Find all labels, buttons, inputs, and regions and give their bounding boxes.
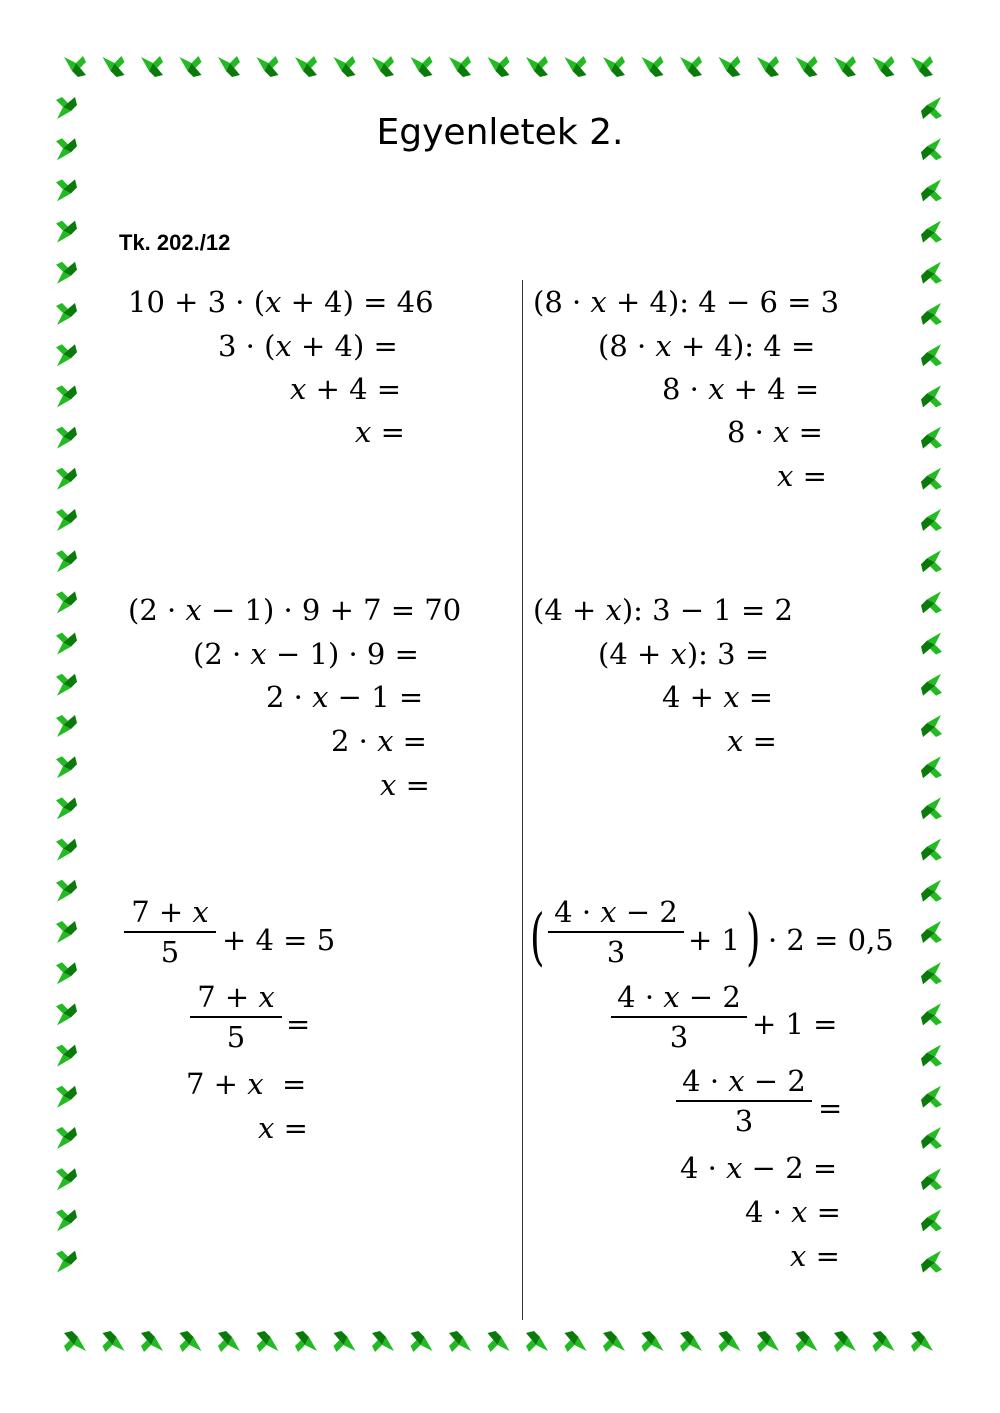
ornament-icon: [921, 385, 942, 407]
fraction-numerator: 4 · x − 2: [682, 1064, 806, 1098]
fraction-denominator: 3: [734, 1104, 754, 1138]
ornament-icon: [921, 797, 942, 819]
ornament-icon: [911, 1331, 933, 1352]
ornament-icon: [56, 591, 77, 613]
eq6-close-paren: ): [746, 900, 761, 973]
fraction-numerator: 4 · x − 2: [617, 980, 741, 1014]
eq2-line-1: (8 · x + 4): 4 − 6 = 3: [533, 285, 840, 319]
ornament-icon: [921, 839, 942, 861]
fraction-bar: [611, 1016, 747, 1018]
ornament-icon: [56, 179, 77, 201]
eq3-line-2: (2 · x − 1) · 9 =: [193, 637, 419, 671]
eq2-line-3: 8 · x + 4 =: [662, 372, 820, 406]
ornament-icon: [921, 674, 942, 696]
ornament-icon: [757, 1331, 779, 1352]
ornament-icon: [56, 385, 77, 407]
fraction-bar: [676, 1100, 812, 1102]
fraction-denominator: 5: [226, 1020, 246, 1054]
ornament-icon: [719, 56, 741, 77]
eq6-line-3-rest: =: [818, 1091, 843, 1125]
eq4-line-4: x =: [727, 724, 777, 758]
ornament-icon: [921, 344, 942, 366]
ornament-icon: [56, 303, 77, 325]
eq1-line-4: x =: [355, 415, 405, 449]
fraction-bar: [548, 931, 684, 933]
ornament-icon: [449, 1331, 471, 1352]
ornament-icon: [56, 344, 77, 366]
ornament-icon: [719, 1331, 741, 1352]
ornament-icon: [56, 221, 77, 243]
ornament-icon: [141, 1331, 163, 1352]
eq2-line-5: x =: [777, 459, 827, 493]
eq4-line-1: (4 + x): 3 − 1 = 2: [533, 593, 793, 627]
eq4-line-2: (4 + x): 3 =: [598, 637, 770, 671]
fraction-numerator: 7 + x: [197, 980, 275, 1014]
ornament-icon: [64, 1331, 86, 1352]
ornament-icon: [56, 674, 77, 696]
ornament-icon: [921, 1003, 942, 1025]
fraction-bar: [190, 1016, 282, 1018]
eq6-line-1-tail: · 2 = 0,5: [768, 923, 894, 957]
fraction-numerator: 7 + x: [131, 895, 209, 929]
ornament-icon: [141, 56, 163, 77]
ornament-icon: [372, 1331, 394, 1352]
ornament-icon: [921, 262, 942, 284]
ornament-icon: [257, 1331, 279, 1352]
ornament-icon: [680, 56, 702, 77]
fraction-denominator: 3: [606, 935, 626, 969]
eq2-line-4: 8 · x =: [727, 415, 823, 449]
ornament-icon: [56, 1127, 77, 1149]
eq5-line-4: x =: [258, 1111, 308, 1145]
ornament-icon: [56, 633, 77, 655]
ornament-icon: [103, 56, 125, 77]
ornament-icon: [56, 550, 77, 572]
ornament-icon: [334, 56, 356, 77]
ornament-icon: [796, 1331, 818, 1352]
textbook-reference: Tk. 202./12: [119, 230, 231, 255]
eq6-fraction-2: [611, 980, 747, 1054]
eq2-line-2: (8 · x + 4): 4 =: [598, 329, 816, 363]
ornament-icon: [921, 1127, 942, 1149]
ornament-icon: [921, 427, 942, 449]
ornament-icon: [911, 56, 933, 77]
ornament-icon: [834, 56, 856, 77]
ornament-icon: [56, 1209, 77, 1231]
ornament-icon: [921, 1168, 942, 1190]
ornament-icon: [56, 921, 77, 943]
ornament-icon: [180, 1331, 202, 1352]
ornament-icon: [56, 797, 77, 819]
ornament-icon: [921, 1086, 942, 1108]
eq6-fraction-3: [676, 1064, 812, 1138]
ornament-icon: [488, 1331, 510, 1352]
eq6-fraction-1: [548, 895, 684, 969]
eq6-line-2-rest: + 1 =: [752, 1007, 838, 1041]
eq5-fraction-2: [190, 980, 282, 1054]
ornament-icon: [56, 262, 77, 284]
eq6-line-5: 4 · x =: [745, 1195, 841, 1229]
eq6-line-4: 4 · x − 2 =: [680, 1151, 838, 1185]
ornament-icon: [56, 509, 77, 531]
ornament-icon: [218, 56, 240, 77]
ornament-icon: [295, 56, 317, 77]
page-title: Egyenletek 2.: [376, 112, 624, 153]
ornament-icon: [56, 468, 77, 490]
fraction-bar: [124, 931, 216, 933]
ornament-icon: [565, 56, 587, 77]
ornament-icon: [103, 1331, 125, 1352]
ornament-icon: [56, 715, 77, 737]
eq3-line-1: (2 · x − 1) · 9 + 7 = 70: [128, 593, 462, 627]
ornament-icon: [921, 1209, 942, 1231]
ornament-icon: [411, 1331, 433, 1352]
fraction-denominator: 5: [160, 935, 180, 969]
ornament-icon: [180, 56, 202, 77]
ornament-icon: [873, 56, 895, 77]
ornament-icon: [680, 1331, 702, 1352]
ornament-icon: [64, 56, 86, 77]
ornament-icon: [257, 56, 279, 77]
eq4-line-3: 4 + x =: [662, 680, 774, 714]
eq5-fraction-1: [124, 895, 216, 969]
ornament-icon: [796, 56, 818, 77]
ornament-icon: [921, 880, 942, 902]
eq5-line-1-rest: + 4 = 5: [222, 923, 336, 957]
ornament-icon: [56, 1045, 77, 1067]
fraction-numerator: 4 · x − 2: [554, 895, 678, 929]
ornament-icon: [921, 509, 942, 531]
ornament-icon: [56, 427, 77, 449]
eq5-line-2-rest: =: [286, 1007, 311, 1041]
ornament-icon: [56, 1086, 77, 1108]
ornament-icon: [56, 962, 77, 984]
column-divider: [522, 280, 523, 1320]
ornament-icon: [449, 56, 471, 77]
eq3-line-5: x =: [380, 768, 430, 802]
eq6-open-paren: (: [530, 900, 545, 973]
ornament-icon: [921, 550, 942, 572]
ornament-icon: [372, 56, 394, 77]
ornament-icon: [921, 1045, 942, 1067]
ornament-icon: [921, 591, 942, 613]
ornament-icon: [295, 1331, 317, 1352]
ornament-icon: [56, 1251, 77, 1273]
eq1-line-2: 3 · (x + 4) =: [218, 329, 398, 363]
ornament-icon: [834, 1331, 856, 1352]
ornament-icon: [642, 1331, 664, 1352]
ornament-icon: [757, 56, 779, 77]
ornament-icon: [603, 1331, 625, 1352]
ornament-icon: [921, 962, 942, 984]
ornament-icon: [56, 1003, 77, 1025]
ornament-icon: [921, 715, 942, 737]
fraction-denominator: 3: [669, 1020, 689, 1054]
ornament-icon: [921, 303, 942, 325]
ornament-icon: [921, 633, 942, 655]
ornament-icon: [921, 468, 942, 490]
ornament-icon: [921, 179, 942, 201]
ornament-icon: [56, 839, 77, 861]
ornament-icon: [334, 1331, 356, 1352]
ornament-icon: [218, 1331, 240, 1352]
eq5-line-3: 7 + x =: [186, 1067, 307, 1101]
ornament-icon: [603, 56, 625, 77]
eq6-line-6: x =: [790, 1239, 840, 1273]
ornament-icon: [488, 56, 510, 77]
ornament-icon: [526, 1331, 548, 1352]
ornament-icon: [411, 56, 433, 77]
ornament-icon: [526, 56, 548, 77]
eq3-line-3: 2 · x − 1 =: [266, 680, 424, 714]
ornament-icon: [642, 56, 664, 77]
eq3-line-4: 2 · x =: [331, 724, 427, 758]
eq1-line-1: 10 + 3 · (x + 4) = 46: [128, 285, 434, 319]
ornament-icon: [921, 1251, 942, 1273]
eq6-line-1-plus: + 1: [688, 923, 740, 957]
ornament-icon: [921, 756, 942, 778]
ornament-icon: [565, 1331, 587, 1352]
ornament-icon: [56, 756, 77, 778]
eq1-line-3: x + 4 =: [290, 372, 402, 406]
ornament-icon: [873, 1331, 895, 1352]
ornament-icon: [56, 880, 77, 902]
ornament-icon: [921, 921, 942, 943]
ornament-icon: [56, 1168, 77, 1190]
ornament-icon: [921, 221, 942, 243]
